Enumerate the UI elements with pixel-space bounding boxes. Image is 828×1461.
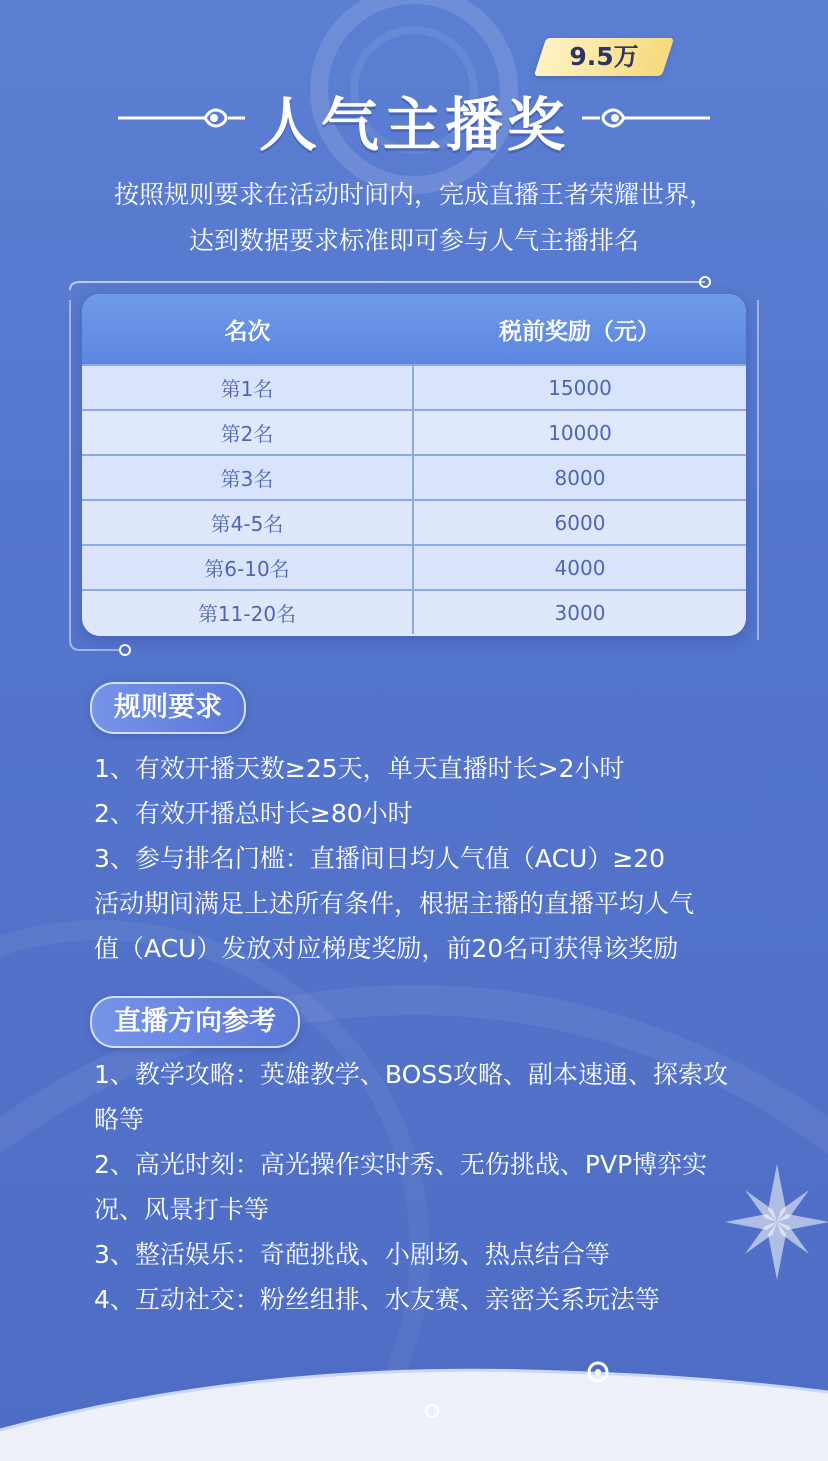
directions-line: 4、互动社交：粉丝组排、水友赛、亲密关系玩法等 bbox=[94, 1285, 660, 1314]
rank-cell: 第2名 bbox=[82, 411, 414, 454]
prize-badge: 9.5万 bbox=[569, 42, 639, 71]
rules-line: 值（ACU）发放对应梯度奖励，前20名可获得该奖励 bbox=[94, 934, 679, 963]
rules-line: 3、参与排名门槛：直播间日均人气值（ACU）≥20 bbox=[94, 844, 666, 873]
table-row bbox=[82, 499, 746, 544]
table-row bbox=[82, 544, 746, 589]
directions-line: 2、高光时刻：高光操作实时秀、无伤挑战、PVP博弈实 bbox=[94, 1150, 708, 1179]
directions-heading: 直播方向参考 bbox=[90, 996, 300, 1048]
header-reward: 税前奖励（元） bbox=[499, 318, 660, 345]
table-header bbox=[82, 294, 746, 364]
header-rank: 名次 bbox=[224, 318, 271, 345]
table-row bbox=[82, 409, 746, 454]
subtitle bbox=[0, 172, 828, 264]
subtitle-line: 按照规则要求在活动时间内，完成直播王者荣耀世界， bbox=[113, 180, 714, 209]
reward-cell: 6000 bbox=[554, 510, 606, 535]
reward-cell: 15000 bbox=[548, 375, 612, 400]
rules-line: 2、有效开播总时长≥80小时 bbox=[94, 799, 413, 828]
rank-cell: 第3名 bbox=[82, 456, 414, 499]
reward-cell: 8000 bbox=[554, 465, 606, 490]
directions-line: 况、风景打卡等 bbox=[94, 1195, 270, 1224]
directions-line: 略等 bbox=[94, 1105, 145, 1134]
reward-cell: 3000 bbox=[554, 600, 606, 625]
rules-list bbox=[94, 746, 774, 971]
reward-cell: 4000 bbox=[554, 555, 606, 580]
rank-cell: 第1名 bbox=[82, 366, 414, 409]
directions-list bbox=[94, 1052, 774, 1322]
reward-cell: 10000 bbox=[548, 420, 612, 445]
table-row bbox=[82, 454, 746, 499]
rank-cell: 第4-5名 bbox=[82, 501, 414, 544]
page-title: 人气主播奖 bbox=[258, 91, 569, 159]
rules-line: 活动期间满足上述所有条件，根据主播的直播平均人气 bbox=[94, 889, 695, 918]
rank-cell: 第6-10名 bbox=[82, 546, 414, 589]
reward-table bbox=[82, 294, 746, 636]
table-row bbox=[82, 589, 746, 634]
rank-cell: 第11-20名 bbox=[82, 591, 414, 634]
directions-line: 3、整活娱乐：奇葩挑战、小剧场、热点结合等 bbox=[94, 1240, 610, 1269]
directions-line: 1、教学攻略：英雄教学、BOSS攻略、副本速通、探索攻 bbox=[94, 1060, 729, 1089]
table-body bbox=[82, 364, 746, 634]
rules-line: 1、有效开播天数≥25天，单天直播时长>2小时 bbox=[94, 754, 625, 783]
rules-heading: 规则要求 bbox=[90, 682, 246, 734]
table-row bbox=[82, 364, 746, 409]
subtitle-line: 达到数据要求标准即可参与人气主播排名 bbox=[188, 226, 639, 255]
